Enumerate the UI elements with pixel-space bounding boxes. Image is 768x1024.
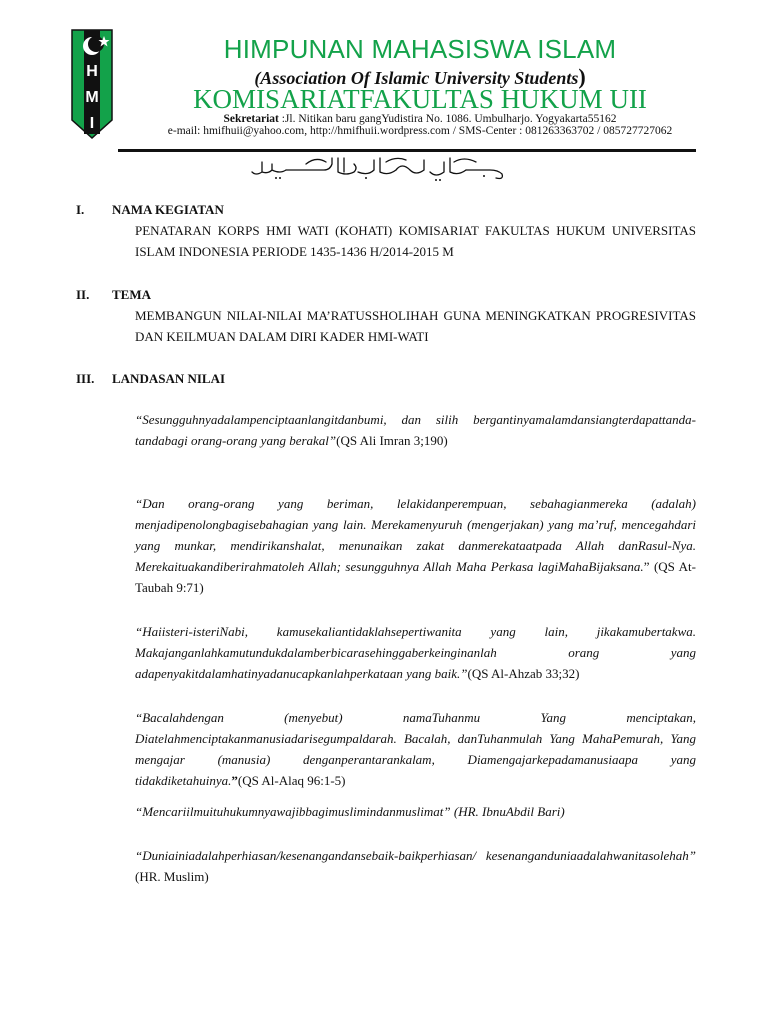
- logo-letter-i: I: [89, 115, 95, 132]
- quote-text: “Mencariilmuituhukumnyawajibbagimuslimindanmuslimat” (HR. IbnuAbdil Bari): [135, 804, 565, 819]
- quote-source: (QS Al-Alaq 96:1-5): [237, 773, 346, 788]
- quote-hadith-ilmu: [135, 801, 696, 822]
- quote-text: “Dan orang-orang yang beriman, lelakidanperempuan, sebahagianmereka (adalah) menjadipenolongbagisebahagian yang lain. Merekamenyuruh (mengerjakan) yang ma’ruf, mencegahdari yang munkar, mendirikanshalat, menunaikan zakat danmerekataatpada Allah danRasul-Nya. Merekaituakandiberirahmatoleh Allah; sesungguhnya Allah Maha Perkasa lagiMahaBijaksana.: [135, 496, 696, 574]
- quote-al-alaq: [135, 707, 696, 791]
- quote-source: (QS Al-Ahzab 33;32): [467, 666, 580, 681]
- section-2-number: II.: [76, 287, 90, 302]
- address-label: Sekretariat: [223, 113, 279, 125]
- quote-close-mark: ”: [231, 773, 238, 788]
- contact-line: e-mail: hmifhuii@yahoo.com, http://hmifhuii.wordpress.com / SMS-Center : 081263363702 / 085727727062: [167, 125, 673, 137]
- org-name-english-close: ): [578, 64, 586, 89]
- section-3-number: III.: [76, 371, 95, 386]
- quote-source: (QS Ali Imran 3;190): [336, 433, 448, 448]
- logo-letter-m: M: [85, 89, 99, 106]
- org-name: HIMPUNAN MAHASISWA ISLAM: [223, 34, 617, 64]
- section-1-number: I.: [76, 202, 85, 217]
- quote-text: “Haiisteri-isteriNabi, kamusekaliantidaklahsepertiwanita yang lain, jikakamubertakwa. Makajanganlahkamutundukdalamberbicarasehinggaberkeinginanlah orang yang adapenyakitdalamhatinyadanucapkanlahperkataan yang baik.”: [135, 624, 696, 681]
- section-2-title: TEMA: [112, 287, 151, 302]
- komisariat-name: KOMISARIATFAKULTAS HUKUM UII: [193, 84, 647, 114]
- hmi-logo: [68, 24, 116, 142]
- quote-source: ” (QS At-Taubah 9:71): [135, 559, 696, 595]
- quote-text: “Duniainiadalahperhiasan/kesenangandansebaik-baikperhiasan/ kesenanganduniaadalahwanitasolehah”: [135, 848, 696, 863]
- quote-source: (HR. Muslim): [135, 869, 209, 884]
- section-2-body: MEMBANGUN NILAI-NILAI MA’RATUSSHOLIHAH GUNA MENINGKATKAN PROGRESIVITAS DAN KEILMUAN DALAM DIRI KADER HMI-WATI: [135, 308, 696, 344]
- quote-text: “Sesungguhnyadalampenciptaanlangitdanbumi, dan silih bergantinyamalamdansiangterdapattanda-tandabagi orang-orang yang berakal”: [135, 412, 696, 448]
- quote-ali-imran: [135, 409, 696, 451]
- section-1-title: NAMA KEGIATAN: [112, 202, 224, 217]
- address-text: :Jl. Nitikan baru gangYudistira No. 1086. Umbulharjo. Yogyakarta55162: [278, 113, 617, 125]
- quote-hadith-muslim: [135, 845, 696, 887]
- org-name-english-text: (Association Of Islamic University Students: [254, 68, 579, 88]
- section-3-title: LANDASAN NILAI: [112, 371, 226, 386]
- quote-al-ahzab: [135, 621, 696, 684]
- section-1-body: PENATARAN KORPS HMI WATI (KOHATI) KOMISARIAT FAKULTAS HUKUM UNIVERSITAS ISLAM INDONESIA PERIODE 1435-1436 H/2014-2015 M: [135, 223, 696, 259]
- logo-letter-h: H: [86, 63, 98, 80]
- bismillah-calligraphy: [246, 152, 512, 182]
- quote-text: “Bacalahdengan (menyebut) namaTuhanmu Yang menciptakan, Diatelahmenciptakanmanusiadarisegumpaldarah. Bacalah, danTuhanmulah Yang MahaPemurah, Yang mengajar (manusia) denganperantarankalam, Diamengajarkepadamanusiaapa yang tidakdiketahuinya.: [135, 710, 696, 788]
- quote-at-taubah: [135, 493, 696, 598]
